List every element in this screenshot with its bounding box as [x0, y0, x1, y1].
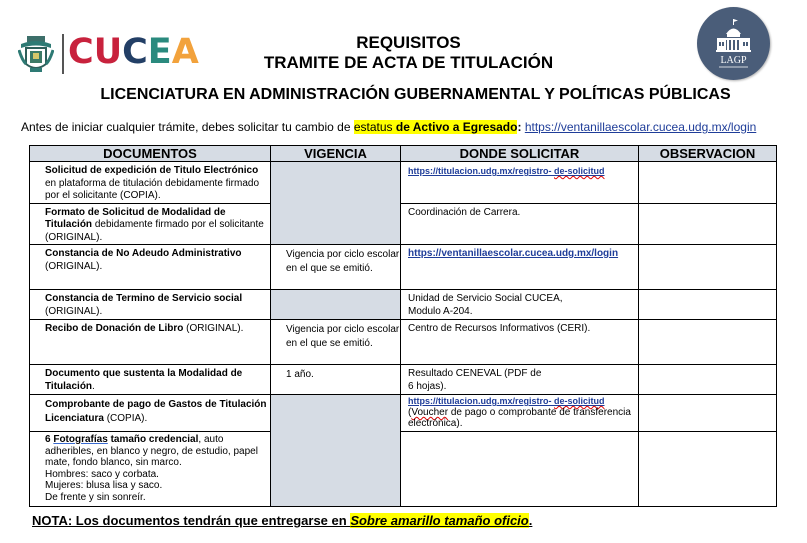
- documento-detail: (COPIA).: [103, 413, 148, 424]
- documento-detail: (ORIGINAL).: [45, 305, 103, 317]
- donde-line: Unidad de Servicio Social CUCEA,: [408, 293, 563, 304]
- documento-title: Formato de Solicitud de Modalidad de Titulación: [45, 206, 226, 230]
- titulacion-link[interactable]: [408, 166, 605, 176]
- table-row: [30, 162, 777, 204]
- cucea-letter: E: [147, 32, 172, 72]
- intro-text-before: Antes de iniciar cualquier trámite, debes solicitar tu cambio de: [21, 120, 354, 134]
- page-title-line2: TRAMITE DE ACTA DE TITULACIÓN: [263, 53, 554, 72]
- vigencia-cell: [271, 290, 401, 320]
- documento-title: Documento que sustenta la Modalidad de Titulación: [45, 368, 243, 392]
- donde-cell: [401, 432, 639, 507]
- donde-detail: (: [408, 407, 412, 418]
- documento-detail: debidamente firmado por el solicitante (ORIGINAL).: [45, 219, 264, 243]
- titulacion-link-part: https://titulacion.udg.mx/registro-: [408, 396, 554, 406]
- documento-title: Recibo de Donación de Libro: [45, 323, 184, 334]
- documento-title: Solicitud de expedición de Titulo Electrónico: [45, 165, 259, 176]
- donde-detail: de pago o comprobante de transferencia electrónica).: [408, 407, 631, 429]
- table-row: [30, 395, 777, 432]
- documento-detail: (ORIGINAL).: [45, 260, 103, 272]
- column-header-vigencia: VIGENCIA: [271, 146, 401, 162]
- documento-title: Constancia de Termino de Servicio social: [45, 293, 243, 304]
- intro-text: [21, 120, 756, 134]
- documento-cell: [30, 365, 271, 395]
- vigencia-cell: [271, 395, 401, 507]
- column-header-documentos: DOCUMENTOS: [30, 146, 271, 162]
- documento-cell: [30, 290, 271, 320]
- documento-line: De frente y sin sonreír.: [45, 491, 146, 503]
- documento-number: 6: [45, 434, 54, 445]
- vigencia-cell: Vigencia por ciclo escolar en el que se emitió.: [271, 245, 401, 290]
- donde-cell: [401, 162, 639, 204]
- observacion-cell[interactable]: [639, 365, 777, 395]
- documento-cell: [30, 162, 271, 204]
- documento-cell: [30, 245, 271, 290]
- nota-end: .: [528, 513, 533, 528]
- observacion-cell[interactable]: [639, 290, 777, 320]
- documento-cell: [30, 203, 271, 245]
- voucher-word: Voucher: [411, 407, 449, 418]
- ventanilla-link[interactable]: https://ventanillaescolar.cucea.udg.mx/login: [524, 120, 757, 134]
- intro-highlight-plain: estatus: [353, 120, 396, 134]
- observacion-cell[interactable]: [639, 245, 777, 290]
- observacion-cell[interactable]: [639, 395, 777, 432]
- vigencia-cell: [271, 162, 401, 245]
- nota-highlight: Sobre amarillo tamaño oficio: [350, 513, 529, 528]
- table-row: [30, 290, 777, 320]
- donde-cell: Coordinación de Carrera.: [401, 203, 639, 245]
- ventanilla-link[interactable]: https://ventanillaescolar.cucea.udg.mx/login: [408, 248, 619, 259]
- donde-line: Modulo A-204.: [408, 305, 473, 317]
- documento-line: Mujeres: blusa lisa y saco.: [45, 480, 163, 491]
- cucea-letter: C: [122, 32, 148, 72]
- column-header-observacion: OBSERVACION: [639, 146, 777, 162]
- cucea-letter: A: [171, 32, 199, 72]
- lagp-label: LAGP: [720, 55, 747, 66]
- fotografias-link[interactable]: Fotografías: [53, 434, 108, 445]
- documento-cell: [30, 320, 271, 365]
- nota-main: NOTA: Los documentos tendrán que entregarse en: [32, 513, 351, 528]
- documento-detail: (ORIGINAL).: [183, 323, 244, 334]
- titulacion-link-part: de-solicitud: [554, 396, 605, 406]
- column-header-donde-solicitar: DONDE SOLICITAR: [401, 146, 639, 162]
- program-subtitle: LICENCIATURA EN ADMINISTRACIÓN GUBERNAMENTAL Y POLÍTICAS PÚBLICAS: [100, 86, 731, 103]
- page-title: REQUISITOS: [356, 33, 461, 52]
- titulacion-link-part: de-solicitud: [554, 166, 605, 176]
- documento-line: Hombres: saco y corbata.: [45, 468, 159, 480]
- intro-colon: :: [517, 120, 522, 134]
- vigencia-cell: Vigencia por ciclo escolar en el que se emitió.: [271, 320, 401, 365]
- observacion-cell[interactable]: [639, 432, 777, 507]
- documento-detail: , auto adheribles, en blanco y negro, de estudio, papel mate, fondo blanco, sin marco.: [45, 434, 258, 468]
- table-row: [30, 365, 777, 395]
- titulacion-link-part: https://titulacion.udg.mx/registro-: [408, 166, 554, 176]
- donde-cell: [401, 245, 639, 290]
- table-row: [30, 203, 777, 245]
- table-row: [30, 320, 777, 365]
- documento-cell: [30, 395, 271, 432]
- table-row: [30, 245, 777, 290]
- donde-cell: Centro de Recursos Informativos (CERI).: [401, 320, 639, 365]
- documento-title: Comprobante de pago de Gastos de Titulación Licenciatura: [45, 399, 267, 424]
- donde-cell: [401, 395, 639, 432]
- donde-cell: [401, 290, 639, 320]
- intro-highlight: [354, 120, 518, 134]
- documento-cell: [30, 432, 271, 507]
- table-row: [30, 432, 777, 507]
- documento-detail: .: [92, 380, 95, 392]
- documento-detail: en plataforma de titulación debidamente firmado por el solicitante (COPIA).: [45, 177, 260, 201]
- nota-text: [32, 513, 532, 528]
- observacion-cell[interactable]: [639, 162, 777, 204]
- cucea-letter: U: [93, 32, 123, 72]
- observacion-cell[interactable]: [639, 320, 777, 365]
- observacion-cell[interactable]: [639, 203, 777, 245]
- cucea-letter: C: [68, 32, 94, 72]
- table-header-row: [30, 146, 777, 162]
- titulacion-link[interactable]: [408, 396, 605, 406]
- documento-title: tamaño credencial: [107, 434, 199, 445]
- vigencia-cell: 1 año.: [271, 365, 401, 395]
- donde-cell: Resultado CENEVAL (PDF de 6 hojas).: [401, 365, 639, 395]
- requirements-table: [29, 145, 777, 507]
- intro-highlight-bold: de Activo a Egresado: [395, 120, 518, 134]
- documento-title: Constancia de No Adeudo Administrativo: [45, 248, 242, 259]
